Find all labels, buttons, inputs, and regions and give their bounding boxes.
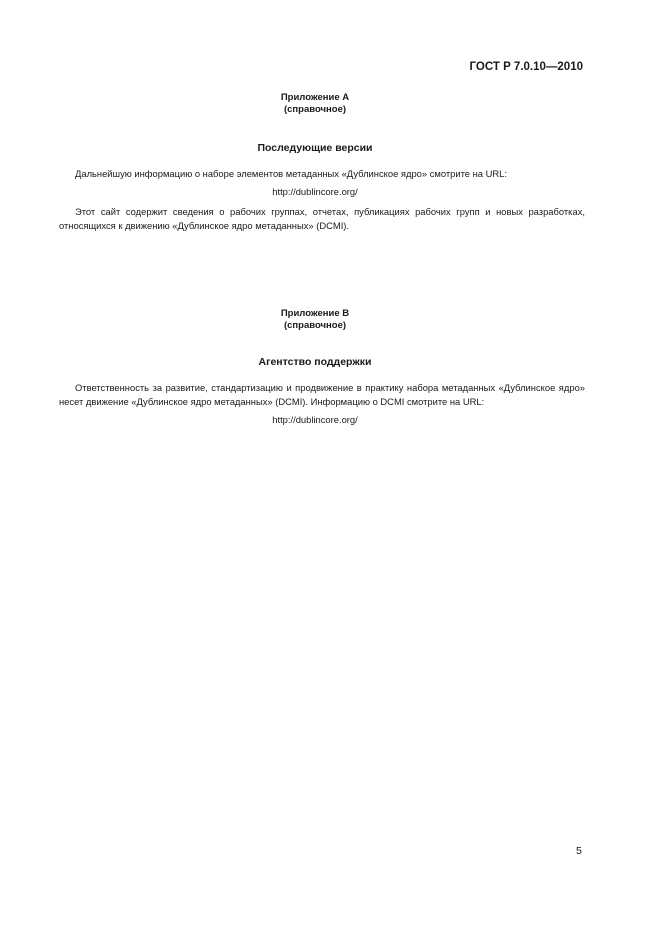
page-number: 5 (576, 845, 582, 857)
document-code: ГОСТ Р 7.0.10—2010 (469, 61, 583, 73)
appendix-a-subtitle: (справочное) (283, 104, 347, 115)
appendix-a-paragraph-2: Этот сайт содержит сведения о рабочих группах, отчетах, публикациях рабочих групп и новых разработках, относящихся к движению «Дублинское ядро метаданных» (DCMI). (59, 206, 585, 231)
appendix-b-subtitle: (справочное) (283, 320, 347, 331)
appendix-a-paragraph-1: Дальнейшую информацию о наборе элементов метаданных «Дублинское ядро» смотрите на URL: (75, 168, 507, 179)
appendix-b-section-title: Агентство поддержки (258, 356, 372, 368)
appendix-a-section-title: Последующие версии (257, 142, 373, 154)
appendix-b-title: Приложение В (280, 308, 350, 319)
appendix-a-url-link[interactable]: http://dublincore.org/ (272, 186, 358, 197)
appendix-b-paragraph-1: Ответственность за развитие, стандартизацию и продвижение в практику набора метаданных «Дублинское ядро» несет движение «Дублинское ядро метаданных» (DCMI). Информацию о DCMI смотрите на URL: (59, 382, 585, 407)
appendix-a-title: Приложение А (280, 92, 350, 103)
appendix-b-url-link[interactable]: http://dublincore.org/ (272, 414, 358, 425)
